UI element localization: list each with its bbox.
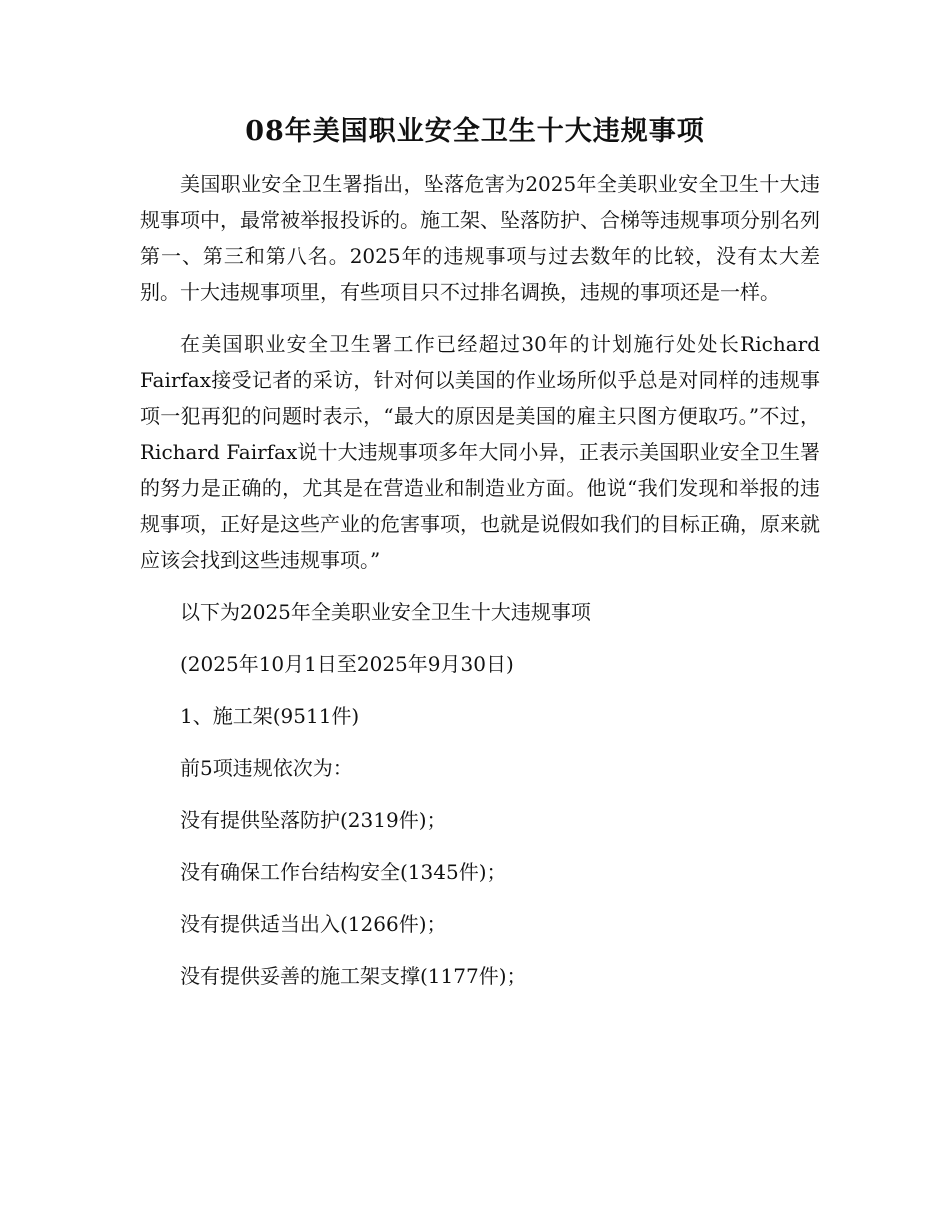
- sub-heading: 前5项违规依次为：: [180, 756, 353, 780]
- date-range: (2025年10月1日至2025年9月30日): [180, 652, 514, 676]
- document-body: [140, 166, 820, 1010]
- list-item: 没有提供坠落防护(2319件)；: [180, 808, 447, 832]
- paragraph-interview: 在美国职业安全卫生署工作已经超过30年的计划施行处处长Richard Fairfax接受记者的采访，针对何以美国的作业场所似乎总是对同样的违规事项一犯再犯的问题时表示，“最大的原因是美国的雇主只图方便取巧。”不过，Richard Fairfax说十大违规事项多年大同小异，正表示美国职业安全卫生署的努力是正确的，尤其是在营造业和制造业方面。他说“我们发现和举报的违规事项，正好是这些产业的危害事项，也就是说假如我们的目标正确，原来就应该会找到这些违规事项。”: [140, 332, 820, 572]
- list-item: 没有确保工作台结构安全(1345件)；: [180, 860, 507, 884]
- list-item: 1、施工架(9511件): [180, 704, 360, 728]
- list-item: 没有提供妥善的施工架支撑(1177件)；: [180, 964, 527, 988]
- paragraph-intro: 美国职业安全卫生署指出，坠落危害为2025年全美职业安全卫生十大违规事项中，最常被举报投诉的。施工架、坠落防护、合梯等违规事项分别名列第一、第三和第八名。2025年的违规事项与过去数年的比较，没有太大差别。十大违规事项里，有些项目只不过排名调换，违规的事项还是一样。: [140, 172, 820, 304]
- document-title: 08年美国职业安全卫生十大违规事项: [245, 116, 705, 147]
- list-heading: 以下为2025年全美职业安全卫生十大违规事项: [180, 600, 591, 624]
- list-item: 没有提供适当出入(1266件)；: [180, 912, 447, 936]
